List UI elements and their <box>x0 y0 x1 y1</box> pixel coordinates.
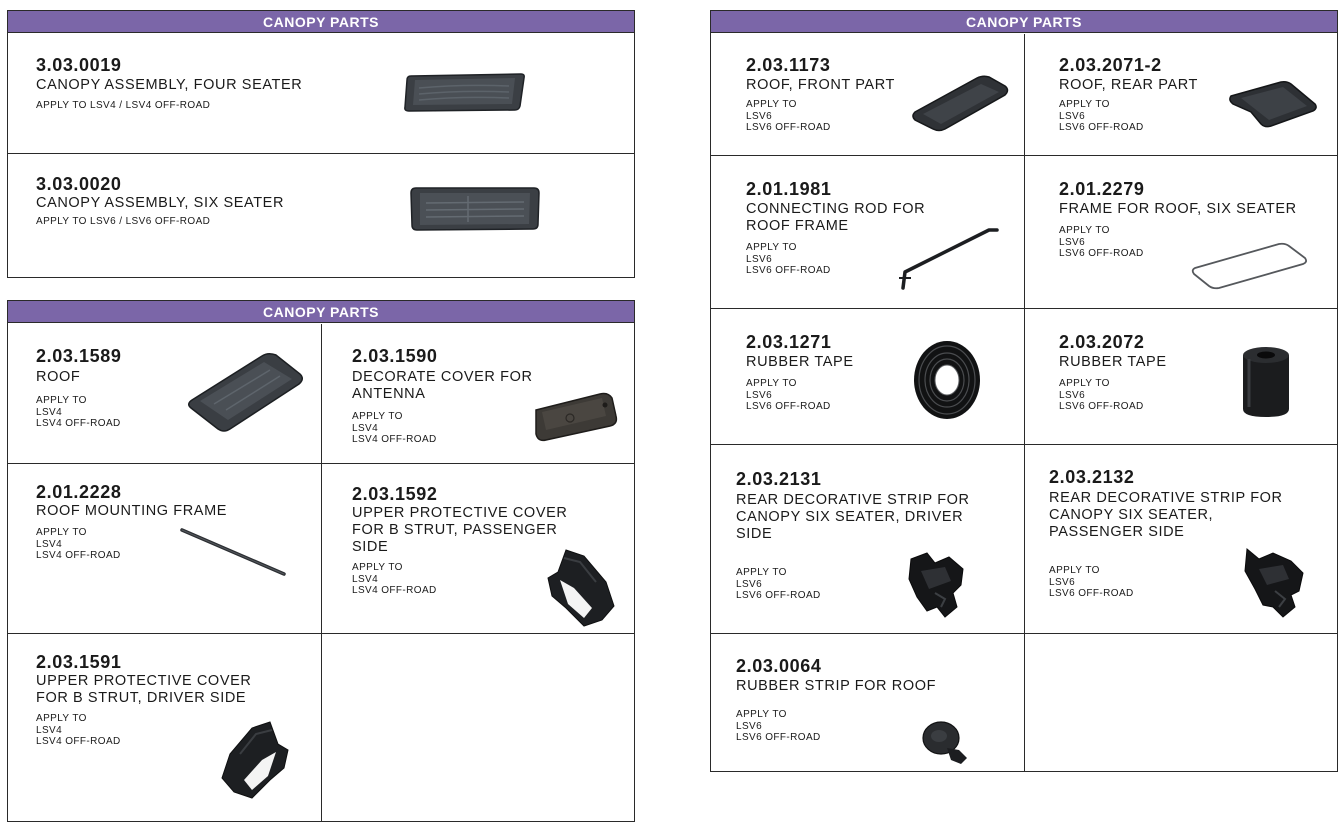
apply-to <box>352 562 437 597</box>
part-cell <box>322 464 634 634</box>
canopy-parts-table-3 <box>710 10 1338 772</box>
apply-line: APPLY TO <box>1049 565 1100 576</box>
part-code: 2.03.1592 <box>352 484 438 504</box>
part-cell <box>8 464 322 634</box>
part-code: 3.03.0020 <box>36 174 122 194</box>
canopy-parts-table-2 <box>7 300 635 822</box>
apply-line: APPLY TO <box>1059 225 1110 236</box>
rubber-tape-cylinder-icon <box>1239 345 1293 419</box>
part-name <box>1049 490 1283 541</box>
apply-to <box>736 709 821 744</box>
rubber-strip-clip-icon <box>917 718 973 766</box>
part-cell <box>711 634 1025 771</box>
part-code: 3.03.0019 <box>36 55 122 75</box>
part-name-line: DECORATE COVER FOR <box>352 369 533 385</box>
apply-line: LSV6 OFF-ROAD <box>746 122 831 133</box>
part-code: 2.01.2228 <box>36 482 122 502</box>
part-name-line: REAR DECORATIVE STRIP FOR <box>1049 490 1283 506</box>
apply-line: APPLY TO <box>736 709 787 720</box>
apply-to <box>1059 225 1144 260</box>
canopy-four-seater-icon <box>403 70 528 114</box>
part-cell <box>711 156 1025 309</box>
roof-frame-icon <box>1191 240 1311 292</box>
apply-line: LSV6 <box>736 578 763 590</box>
part-code: 2.03.2132 <box>1049 467 1135 487</box>
apply-to <box>736 567 821 602</box>
roof-icon <box>186 352 306 434</box>
apply-line: LSV6 OFF-ROAD <box>1049 588 1134 599</box>
part-name-line: ROOF FRAME <box>746 218 849 234</box>
part-code: 2.03.0064 <box>736 656 822 676</box>
apply-line: LSV6 OFF-ROAD <box>746 265 831 276</box>
part-name-line: UPPER PROTECTIVE COVER <box>352 505 568 521</box>
connecting-rod-icon <box>897 222 1001 292</box>
part-cell <box>711 445 1025 634</box>
apply-to <box>1049 565 1134 600</box>
part-name: CANOPY ASSEMBLY, SIX SEATER <box>36 195 285 211</box>
apply-line: LSV6 OFF-ROAD <box>1059 401 1144 412</box>
apply-line: LSV6 OFF-ROAD <box>736 590 821 601</box>
part-name-line: SIDE <box>352 539 389 555</box>
part-name-line: CONNECTING ROD FOR <box>746 201 926 217</box>
table-header: CANOPY PARTS <box>8 11 634 33</box>
part-name <box>352 505 567 556</box>
apply-line: APPLY TO <box>1059 99 1110 110</box>
apply-line: LSV6 OFF-ROAD <box>746 401 831 412</box>
part-code: 2.03.2071-2 <box>1059 55 1162 75</box>
apply-line: LSV4 OFF-ROAD <box>352 585 437 596</box>
apply-line: APPLY TO <box>746 242 797 253</box>
part-code: 2.03.1173 <box>746 55 831 75</box>
part-name-line: FOR B STRUT, PASSENGER <box>352 522 558 538</box>
apply-line: APPLY TO <box>352 411 403 422</box>
part-cell <box>1025 309 1337 445</box>
apply-line: LSV6 <box>1059 236 1086 248</box>
part-name-line: PASSENGER SIDE <box>1049 524 1185 540</box>
part-name-line: FOR B STRUT, DRIVER SIDE <box>36 690 247 706</box>
part-name-line: REAR DECORATIVE STRIP FOR <box>736 492 970 508</box>
rubber-tape-roll-icon <box>911 339 983 421</box>
part-name: ROOF, REAR PART <box>1059 77 1198 93</box>
decorative-strip-icon <box>905 549 969 621</box>
part-name-line: CANOPY SIX SEATER, <box>1049 507 1214 523</box>
part-cell <box>8 324 322 464</box>
part-code: 2.03.1589 <box>36 346 122 366</box>
apply-line: LSV4 OFF-ROAD <box>36 550 121 561</box>
apply-to <box>746 242 831 277</box>
apply-line: LSV4 OFF-ROAD <box>36 736 121 747</box>
part-cell <box>1025 156 1337 309</box>
part-name-line: ANTENNA <box>352 386 426 402</box>
table-header: CANOPY PARTS <box>8 301 634 323</box>
part-name: ROOF <box>36 369 81 385</box>
b-strut-cover-icon <box>220 720 292 802</box>
apply-line: APPLY TO <box>36 395 87 406</box>
part-name-line: UPPER PROTECTIVE COVER <box>36 673 252 689</box>
apply-line: LSV6 OFF-ROAD <box>1059 248 1144 259</box>
part-cell <box>1025 34 1337 156</box>
part-name: CANOPY ASSEMBLY, FOUR SEATER <box>36 77 303 93</box>
part-code: 2.03.1271 <box>746 332 832 352</box>
apply-line: LSV6 <box>736 720 763 732</box>
roof-rear-icon <box>1227 80 1319 130</box>
part-code: 2.03.1591 <box>36 652 122 672</box>
apply-line: APPLY TO <box>746 378 797 389</box>
part-name: RUBBER TAPE <box>746 354 854 370</box>
apply-line: LSV4 <box>352 422 379 434</box>
apply-line: LSV4 <box>352 573 379 585</box>
part-name-line: SIDE <box>736 526 773 542</box>
apply-to <box>1059 99 1144 134</box>
apply-to <box>36 713 121 748</box>
part-name: RUBBER TAPE <box>1059 354 1167 370</box>
apply-line: LSV6 <box>1059 110 1086 122</box>
apply-line: LSV4 OFF-ROAD <box>352 434 437 445</box>
part-name <box>736 492 970 543</box>
apply-line: LSV6 <box>1049 576 1076 588</box>
part-cell <box>8 34 634 154</box>
apply-to <box>36 527 121 562</box>
apply-line: LSV6 OFF-ROAD <box>1059 122 1144 133</box>
apply-line: LSV6 <box>746 110 773 122</box>
roof-front-icon <box>911 74 1011 132</box>
mounting-frame-icon <box>180 526 290 578</box>
apply-line: LSV6 <box>746 253 773 265</box>
apply-line: LSV6 OFF-ROAD <box>736 732 821 743</box>
b-strut-cover-icon <box>544 548 616 630</box>
apply-line: APPLY TO <box>36 527 87 538</box>
part-name <box>36 673 251 707</box>
apply-to: APPLY TO LSV6 / LSV6 OFF-ROAD <box>36 216 211 227</box>
part-cell <box>1025 445 1337 634</box>
decorative-strip-icon <box>1239 545 1309 619</box>
part-cell <box>8 634 322 821</box>
part-code: 2.03.2072 <box>1059 332 1145 352</box>
apply-line: APPLY TO <box>746 99 797 110</box>
part-cell <box>8 154 634 277</box>
apply-to <box>36 395 121 430</box>
apply-to <box>746 378 831 413</box>
apply-line: APPLY TO <box>352 562 403 573</box>
part-name: FRAME FOR ROOF, SIX SEATER <box>1059 201 1297 217</box>
canopy-six-seater-icon <box>408 184 543 234</box>
apply-to <box>746 99 831 134</box>
part-name: ROOF MOUNTING FRAME <box>36 503 228 519</box>
part-name: RUBBER STRIP FOR ROOF <box>736 678 937 694</box>
empty-cell <box>322 634 634 821</box>
apply-line: LSV4 <box>36 406 63 418</box>
part-code: 2.03.1590 <box>352 346 438 366</box>
apply-line: APPLY TO <box>36 713 87 724</box>
part-cell <box>322 324 634 464</box>
apply-to <box>1059 378 1144 413</box>
part-cell <box>711 34 1025 156</box>
empty-cell <box>1025 634 1337 771</box>
apply-line: LSV4 OFF-ROAD <box>36 418 121 429</box>
part-name-line: CANOPY SIX SEATER, DRIVER <box>736 509 964 525</box>
apply-line: LSV6 <box>1059 389 1086 401</box>
apply-line: APPLY TO <box>736 567 787 578</box>
part-code: 2.01.1981 <box>746 179 832 199</box>
table-header: CANOPY PARTS <box>711 11 1337 33</box>
part-code: 2.01.2279 <box>1059 179 1145 199</box>
antenna-cover-icon <box>530 388 618 444</box>
apply-line: LSV4 <box>36 538 63 550</box>
apply-to: APPLY TO LSV4 / LSV4 OFF-ROAD <box>36 100 211 111</box>
part-code: 2.03.2131 <box>736 469 822 489</box>
part-name: ROOF, FRONT PART <box>746 77 895 93</box>
apply-to <box>352 411 437 446</box>
part-cell <box>711 309 1025 445</box>
apply-line: LSV4 <box>36 724 63 736</box>
part-name <box>352 369 533 403</box>
canopy-parts-table-1 <box>7 10 635 278</box>
apply-line: APPLY TO <box>1059 378 1110 389</box>
apply-line: LSV6 <box>746 389 773 401</box>
